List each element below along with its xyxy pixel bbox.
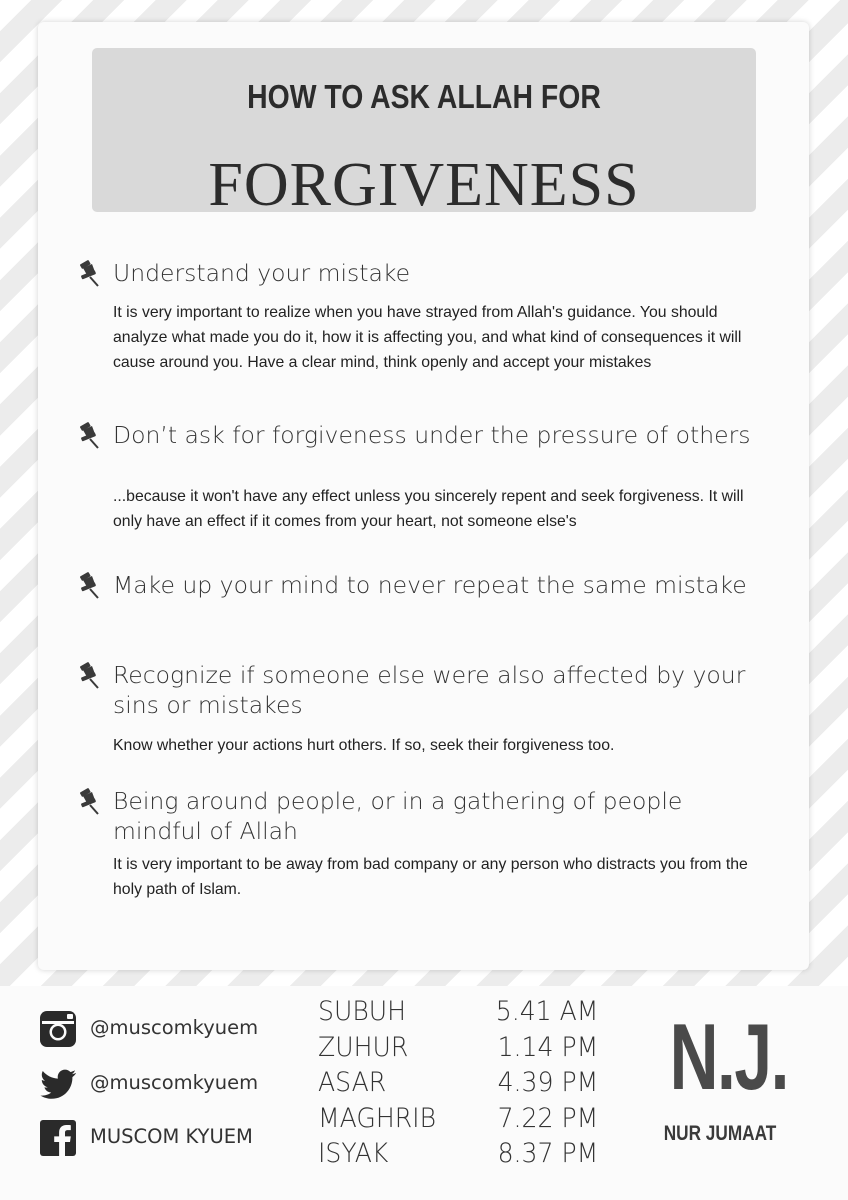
tip-title: Being around people, or in a gathering of people mindful of Allah (113, 787, 683, 845)
prayer-name: SUBUH (318, 996, 407, 1027)
pushpin-icon (76, 260, 102, 288)
tip-description: It is very important to be away from bad company or any person who distracts you from the holy path of Islam. (113, 856, 748, 898)
tip-item (76, 258, 756, 378)
tip-item (76, 570, 756, 634)
twitter-icon (38, 1064, 78, 1104)
page-title: FORGIVENESS (208, 151, 640, 219)
tip-title: Understand your mistake (113, 259, 411, 287)
prayer-name: ISYAK (318, 1138, 389, 1169)
instagram-icon (38, 1009, 78, 1049)
nur-jumaat-logo (650, 1004, 790, 1146)
facebook-icon (38, 1118, 78, 1158)
pushpin-icon (76, 422, 102, 450)
instagram-handle: @muscomkyuem (90, 1016, 259, 1039)
pushpin-icon (76, 788, 102, 816)
tip-description: It is very important to realize when you have strayed from Allah's guidance. You should analyze what made you do it, how it is affecting you, and what kind of consequences it will cause around you. Have a clear mind, think openly and accept your mistakes (113, 304, 742, 371)
tip-title: Make up your mind to never repeat the same mistake (113, 571, 747, 599)
prayer-row (318, 1032, 608, 1064)
title-subtitle: HOW TO ASK ALLAH FOR (247, 78, 601, 115)
prayer-row (318, 1067, 608, 1099)
logo-mark: N.J. (669, 1004, 788, 1109)
facebook-handle: MUSCOM KYUEM (90, 1125, 253, 1148)
prayer-name: MAGHRIB (318, 1103, 437, 1134)
tip-item (76, 786, 756, 916)
prayer-time: 7.22 PM (497, 1103, 598, 1134)
tip-description: Know whether your actions hurt others. If so, seek their forgiveness too. (113, 737, 615, 754)
tip-description: ...because it won't have any effect unless you sincerely repent and seek forgiveness. It will only have an effect if it comes from your heart, not someone else's (113, 488, 744, 530)
facebook-link[interactable] (38, 1118, 298, 1158)
logo-name: NUR JUMAAT (663, 1122, 777, 1145)
prayer-name: ZUHUR (318, 1032, 409, 1063)
prayer-time: 8.37 PM (497, 1138, 598, 1169)
tip-item (76, 660, 756, 760)
prayer-row (318, 1103, 608, 1135)
prayer-row (318, 996, 608, 1028)
twitter-link[interactable] (38, 1064, 298, 1104)
tip-item (76, 420, 756, 550)
prayer-name: ASAR (318, 1067, 387, 1098)
prayer-row (318, 1138, 608, 1170)
prayer-time: 1.14 PM (497, 1032, 598, 1063)
prayer-time: 5.41 AM (495, 996, 598, 1027)
pushpin-icon (76, 572, 102, 600)
instagram-link[interactable] (38, 1009, 298, 1049)
twitter-handle: @muscomkyuem (90, 1071, 259, 1094)
prayer-time: 4.39 PM (497, 1067, 598, 1098)
title-banner (92, 48, 756, 219)
tip-title: Don’t ask for forgiveness under the pressure of others (113, 421, 751, 449)
pushpin-icon (76, 662, 102, 690)
tip-title: Recognize if someone else were also affected by your sins or mistakes (113, 661, 746, 719)
